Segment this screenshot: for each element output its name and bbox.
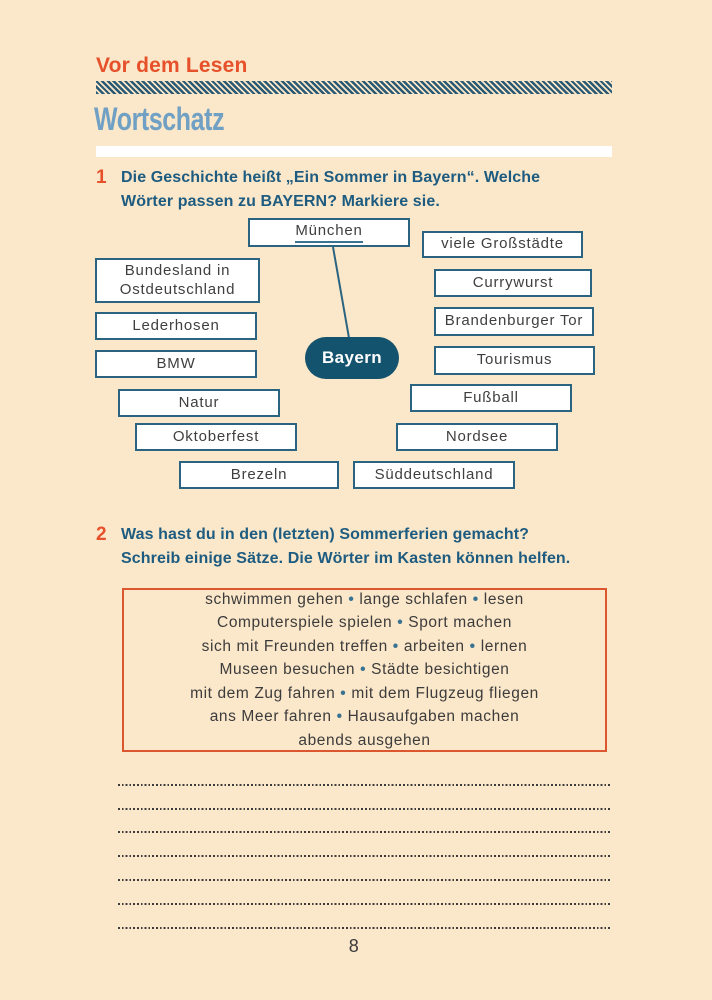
bullet-separator: • — [336, 708, 343, 726]
bullet-separator: • — [348, 591, 355, 609]
bullet-separator: • — [472, 591, 479, 609]
hatch-divider — [96, 81, 612, 94]
helper-word-box — [122, 588, 607, 752]
bullet-separator: • — [392, 637, 399, 655]
writing-line[interactable] — [118, 786, 610, 810]
exercise-1-prompt-line: Die Geschichte heißt „Ein Sommer in Bayern“. Welche — [121, 169, 541, 186]
bullet-separator: • — [397, 614, 404, 632]
word-option-fussball[interactable]: Fußball — [410, 384, 572, 412]
word-option-natur[interactable]: Natur — [118, 389, 280, 417]
exercise-2-number: 2 — [96, 524, 107, 545]
word-box-line: Museen besuchen • Städte besichtigen — [219, 661, 510, 679]
word-option-viele-grossstaedte[interactable]: viele Großstädte — [422, 231, 583, 258]
exercise-1 — [96, 166, 540, 214]
word-box-line: Computerspiele spielen • Sport machen — [217, 614, 512, 632]
writing-area — [118, 762, 610, 929]
word-option-label: München — [295, 222, 362, 244]
page-title: Wortschatz — [94, 101, 225, 137]
bullet-separator: • — [469, 637, 476, 655]
writing-line[interactable] — [118, 881, 610, 905]
word-box-line: mit dem Zug fahren • mit dem Flugzeug fliegen — [190, 684, 539, 702]
bullet-separator: • — [360, 661, 367, 679]
writing-line[interactable] — [118, 762, 610, 786]
exercise-1-prompt — [121, 166, 540, 214]
word-option-currywurst[interactable]: Currywurst — [434, 269, 592, 297]
word-box-line: abends ausgehen — [298, 731, 431, 749]
exercise-1-number: 1 — [96, 167, 107, 188]
word-box-line: sich mit Freunden treffen • arbeiten • lernen — [201, 637, 528, 655]
word-box-line: schwimmen gehen • lange schlafen • lesen — [205, 591, 524, 609]
title-underline-bar — [96, 146, 612, 157]
word-option-bmw[interactable]: BMW — [95, 350, 257, 378]
word-option-bundesland-in-ostdeutschland[interactable]: Bundesland in Ostdeutschland — [95, 258, 260, 303]
word-option-brandenburger-tor[interactable]: Brandenburger Tor — [434, 307, 594, 336]
writing-line[interactable] — [118, 857, 610, 881]
exercise-2-prompt-line: Schreib einige Sätze. Die Wörter im Kasten können helfen. — [121, 550, 571, 567]
word-option-muenchen[interactable] — [248, 218, 410, 247]
writing-line[interactable] — [118, 810, 610, 834]
bullet-separator: • — [340, 684, 347, 702]
word-option-lederhosen[interactable]: Lederhosen — [95, 312, 257, 340]
word-option-oktoberfest[interactable]: Oktoberfest — [135, 423, 297, 451]
word-option-tourismus[interactable]: Tourismus — [434, 346, 595, 375]
section-kicker: Vor dem Lesen — [96, 54, 248, 77]
writing-line[interactable] — [118, 905, 610, 929]
writing-line[interactable] — [118, 833, 610, 857]
center-node-bayern: Bayern — [305, 337, 399, 379]
word-option-sueddeutschland[interactable]: Süddeutschland — [353, 461, 515, 489]
exercise-2-prompt-line: Was hast du in den (letzten) Sommerferien gemacht? — [121, 526, 530, 543]
exercise-1-prompt-line: Wörter passen zu BAYERN? Markiere sie. — [121, 193, 440, 210]
word-box-line: ans Meer fahren • Hausaufgaben machen — [209, 708, 520, 726]
exercise-2-prompt — [121, 523, 570, 571]
word-option-nordsee[interactable]: Nordsee — [396, 423, 558, 451]
exercise-2 — [96, 523, 570, 571]
page-number: 8 — [348, 936, 360, 956]
word-option-brezeln[interactable]: Brezeln — [179, 461, 339, 489]
